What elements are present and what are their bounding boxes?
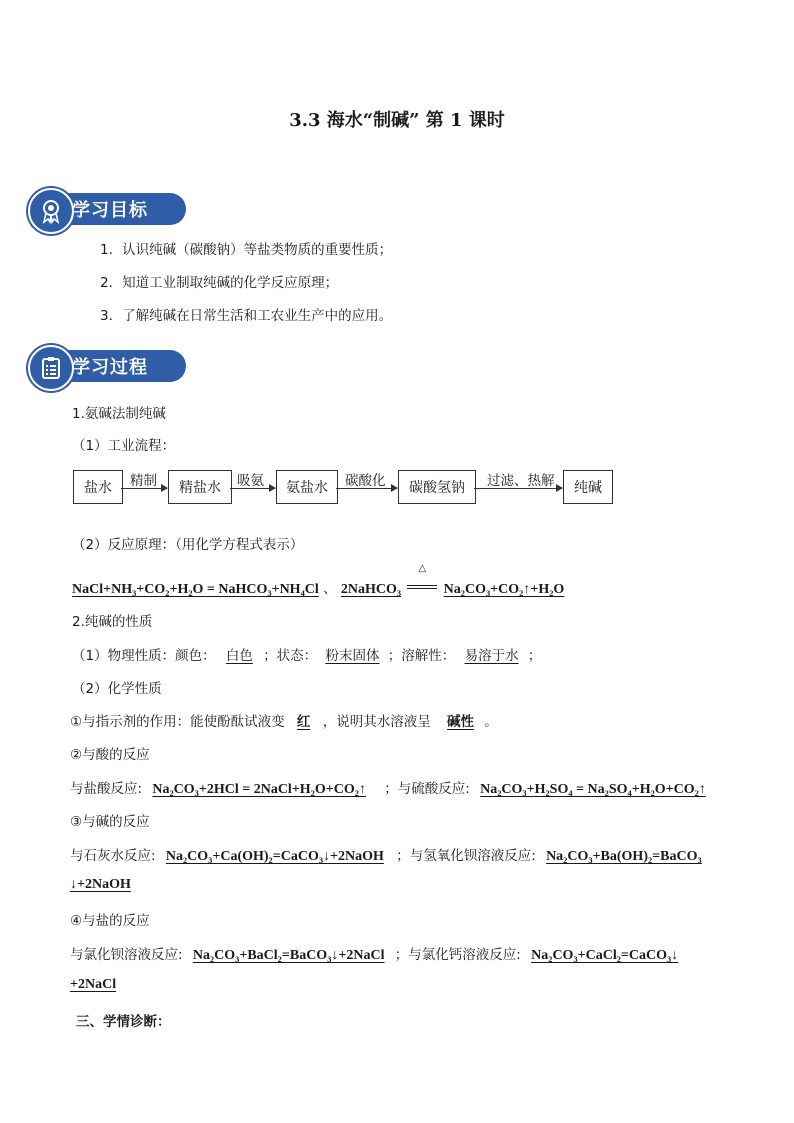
clipboard-checklist-icon <box>28 345 74 391</box>
flow-arrow-label: 碳酸化 <box>345 473 386 489</box>
goals-banner-label: 学习目标 <box>72 200 148 221</box>
acid-reaction-title: ②与酸的反应 <box>70 747 150 763</box>
flow-arrow-label: 精制 <box>130 473 157 489</box>
goal-item: 1．认识纯碱（碳酸钠）等盐类物质的重要性质； <box>100 242 393 258</box>
goal-item: 3．了解纯碱在日常生活和工农业生产中的应用。 <box>100 308 393 324</box>
acid-reaction-line <box>70 777 706 798</box>
page-title: 3.3 海水“制碱” 第 1 课时 <box>289 110 505 131</box>
salt-reaction-title: ④与盐的反应 <box>70 913 150 929</box>
indicator-property-answer: 碱性 <box>447 714 474 730</box>
phys-solubility-answer: 易溶于水 <box>464 648 519 664</box>
diagnosis-heading: 三、学情诊断： <box>76 1014 171 1030</box>
equation-bicarbonate-left: 2NaHCO₃ <box>340 582 402 597</box>
principle-title: （2）反应原理：（用化学方程式表示） <box>72 537 304 553</box>
indicator-end: 。 <box>484 714 498 730</box>
flow-box-refined-brine: 精盐水 <box>168 470 232 504</box>
phys-state-answer: 粉末固体 <box>325 648 380 664</box>
acid-h2so4-label: ；与硫酸反应: <box>384 781 470 797</box>
indicator-prefix: ①与指示剂的作用：能使酚酞试液变 <box>70 714 285 730</box>
base-ba-label: ；与氢氧化钡溶液反应: <box>396 848 536 864</box>
equation-bicarbonate-right: Na₂CO₃+CO₂↑+H₂O <box>443 582 565 597</box>
acid-hcl-label: 与盐酸反应: <box>70 781 143 797</box>
salt-cacl-continued <box>70 976 116 993</box>
indicator-line <box>70 710 498 730</box>
flow-box-sodium-bicarbonate: 碳酸氢钠 <box>398 470 476 504</box>
heading-ammonia-soda: 1.氨碱法制纯碱 <box>72 406 166 422</box>
base-reaction-title: ③与碱的反应 <box>70 814 150 830</box>
principle-equations <box>72 563 565 598</box>
base-lime-equation: Na₂CO₃+Ca(OH)₂=CaCO₃↓+2NaOH <box>165 849 384 864</box>
salt-cacl-equation-tail: +2NaCl <box>70 977 117 992</box>
salt-cacl-equation: Na₂CO₃+CaCl₂=CaCO₃↓ <box>531 948 679 963</box>
process-banner <box>28 345 186 387</box>
flow-box-soda-ash: 纯碱 <box>563 470 613 504</box>
base-lime-label: 与石灰水反应: <box>70 848 156 864</box>
base-ba-continued <box>70 876 131 893</box>
salt-bacl-label: 与氯化钡溶液反应: <box>70 947 183 963</box>
phys-label: （1）物理性质：颜色： <box>72 648 216 664</box>
base-ba-equation-tail: ↓+2NaOH <box>70 877 131 892</box>
award-ribbon-icon <box>28 188 74 234</box>
equation-separator: 、 <box>323 581 337 597</box>
flow-box-ammoniated-brine: 氨盐水 <box>276 470 338 504</box>
salt-cacl-label: ；与氯化钙溶液反应: <box>394 947 521 963</box>
heading-soda-properties: 2.纯碱的性质 <box>72 614 153 630</box>
phys-state-label: ；状态： <box>263 648 318 664</box>
indicator-color-answer: 红 <box>296 714 311 730</box>
salt-bacl-equation: Na₂CO₃+BaCl₂=BaCO₃↓+2NaCl <box>192 948 385 963</box>
heat-symbol: △ <box>418 563 427 574</box>
goal-item: 2．知道工业制取纯碱的化学反应原理； <box>100 275 339 291</box>
process-banner-label: 学习过程 <box>72 357 148 378</box>
salt-reaction-line <box>70 943 678 964</box>
acid-hcl-equation: Na₂CO₃+2HCl = 2NaCl+H₂O+CO₂↑ <box>152 782 366 797</box>
flow-box-brine: 盐水 <box>73 470 123 504</box>
goals-banner <box>28 188 186 230</box>
indicator-middle: ，说明其水溶液呈 <box>322 714 431 730</box>
base-ba-equation: Na₂CO₃+Ba(OH)₂=BaCO₃ <box>546 849 702 864</box>
flow-arrow-label: 过滤、热解 <box>487 473 555 489</box>
chemical-properties-title: （2）化学性质 <box>72 681 162 697</box>
flow-arrow-label: 吸氨 <box>237 473 264 489</box>
phys-color-answer: 白色 <box>225 648 253 664</box>
equation-ammonia-soda: NaCl+NH₃+CO₂+H₂O = NaHCO₃+NH₄Cl <box>72 582 319 597</box>
base-reaction-line <box>70 844 702 865</box>
phys-solubility-label: ；溶解性： <box>387 648 456 664</box>
phys-end: ； <box>527 648 542 664</box>
physical-properties <box>72 644 541 664</box>
acid-h2so4-equation: Na₂CO₃+H₂SO₄ = Na₂SO₄+H₂O+CO₂↑ <box>480 782 706 797</box>
flow-title: （1）工业流程： <box>72 438 176 454</box>
